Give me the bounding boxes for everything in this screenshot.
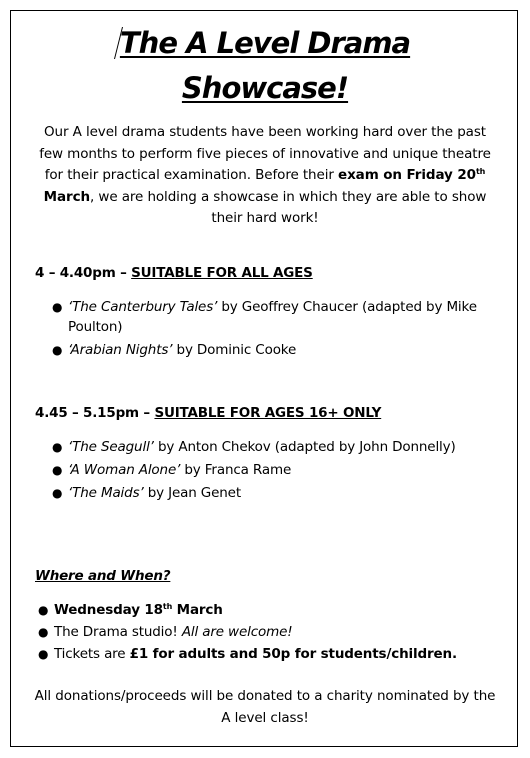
play-credit: by Geoffrey Chaucer (adapted by Mike Poulton) [68, 299, 477, 335]
session-2-plays [52, 437, 502, 506]
session-1-suitability: SUITABLE FOR ALL AGES [131, 265, 313, 281]
welcome-text: All are welcome! [181, 624, 293, 640]
tickets-prefix: Tickets are [54, 646, 130, 662]
list-item-date [38, 600, 508, 620]
where-when-heading: Where and When? [35, 568, 171, 584]
list-item-venue [38, 622, 508, 642]
exam-date-month: March [43, 188, 90, 205]
session-2-heading [35, 405, 381, 421]
intro-text-2: , we are holding a showcase in which they are able to show their hard work! [90, 188, 487, 226]
play-title: ‘A Woman Alone’ [68, 462, 181, 478]
venue-text: The Drama studio! [54, 624, 182, 640]
event-date-suffix-sup: th [162, 602, 173, 611]
bullet-icon: ● [52, 343, 63, 357]
exam-date-suffix-sup: th [475, 167, 486, 176]
bullet-icon: ● [52, 300, 63, 314]
bullet-icon: ● [52, 463, 63, 477]
event-date [54, 602, 223, 618]
list-item [52, 483, 502, 503]
intro-paragraph [34, 122, 496, 230]
list-item [52, 340, 512, 360]
bullet-icon: ● [38, 625, 49, 639]
page-title-line-1: The A Level Drama [119, 26, 411, 60]
play-credit: by Anton Chekov (adapted by John Donnelly) [153, 439, 456, 455]
ticket-prices: £1 for adults and 50p for students/children. [129, 646, 457, 662]
page-title-line-2: Showcase! [181, 71, 349, 105]
list-item [52, 297, 512, 337]
footer-note: All donations/proceeds will be donated to a charity nominated by the A level class! [34, 688, 496, 726]
session-1-heading [35, 265, 313, 281]
play-credit: by Dominic Cooke [172, 342, 297, 358]
bullet-icon: ● [52, 440, 63, 454]
bullet-icon: ● [38, 603, 49, 617]
bullet-icon: ● [52, 486, 63, 500]
list-item [52, 437, 502, 457]
event-date-prefix: Wednesday 18 [54, 602, 163, 618]
list-item [52, 460, 502, 480]
play-title: ‘The Canterbury Tales’ [68, 299, 218, 315]
session-2-suitability: SUITABLE FOR AGES 16+ ONLY [154, 405, 382, 421]
event-date-month: March [172, 602, 223, 618]
session-1-time: 4 – 4.40pm – [35, 265, 132, 281]
play-credit: by Franca Rame [180, 462, 292, 478]
session-1-plays [52, 297, 512, 363]
session-2-time: 4.45 – 5.15pm – [35, 405, 155, 421]
bullet-icon: ● [38, 647, 49, 661]
intro-text-1: Our A level drama students have been working hard over the past few months to perform five pieces of innovative and unique theatre for their practical examination. Before their [39, 124, 491, 183]
exam-date-prefix: exam on Friday 20 [338, 167, 476, 183]
play-title: ‘The Seagull’ [68, 439, 154, 455]
play-title: ‘The Maids’ [68, 485, 144, 501]
list-item-tickets [38, 644, 508, 664]
where-when-list [38, 600, 508, 666]
play-title: ‘Arabian Nights’ [68, 342, 173, 358]
play-credit: by Jean Genet [143, 485, 241, 501]
